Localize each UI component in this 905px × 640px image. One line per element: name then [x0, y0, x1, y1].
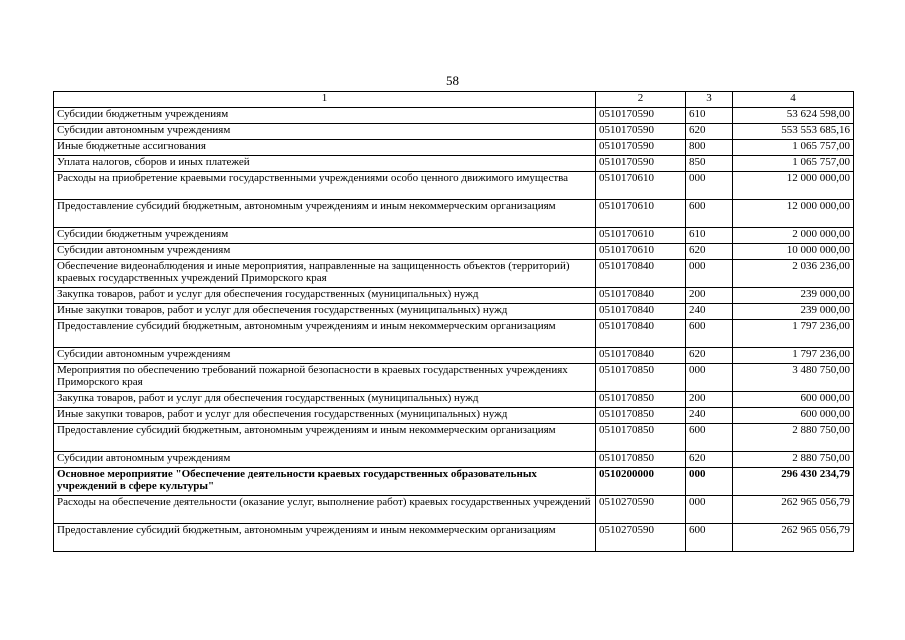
- row-code-cell: 0510170840: [596, 260, 686, 288]
- row-amount-cell: 600 000,00: [733, 392, 854, 408]
- row-type-cell: 200: [686, 392, 733, 408]
- row-type-cell: 620: [686, 452, 733, 468]
- row-code-cell: 0510170850: [596, 364, 686, 392]
- row-name-cell: Субсидии автономным учреждениям: [54, 124, 596, 140]
- table-row: [54, 200, 854, 228]
- table-row: [54, 260, 854, 288]
- table-row: [54, 140, 854, 156]
- table-row: [54, 156, 854, 172]
- header-cell-type: 3: [686, 92, 733, 108]
- row-code-cell: 0510170840: [596, 320, 686, 348]
- table-row: [54, 228, 854, 244]
- table-row: [54, 524, 854, 552]
- row-amount-cell: 2 880 750,00: [733, 424, 854, 452]
- row-type-cell: 600: [686, 424, 733, 452]
- row-name-cell: Закупка товаров, работ и услуг для обеспечения государственных (муниципальных) нужд: [54, 288, 596, 304]
- row-code-cell: 0510170590: [596, 140, 686, 156]
- row-name-cell: Предоставление субсидий бюджетным, автономным учреждениям и иным некоммерческим организациям: [54, 424, 596, 452]
- row-code-cell: 0510170590: [596, 124, 686, 140]
- table-row: [54, 496, 854, 524]
- table-header-row: [54, 92, 854, 108]
- row-amount-cell: 2 000 000,00: [733, 228, 854, 244]
- row-name-cell: Расходы на обеспечение деятельности (оказание услуг, выполнение работ) краевых государственных учреждений: [54, 496, 596, 524]
- row-name-cell: Расходы на приобретение краевыми государственными учреждениями особо ценного движимого имущества: [54, 172, 596, 200]
- row-name-cell: Иные бюджетные ассигнования: [54, 140, 596, 156]
- row-name-cell: Иные закупки товаров, работ и услуг для обеспечения государственных (муниципальных) нужд: [54, 408, 596, 424]
- row-amount-cell: 262 965 056,79: [733, 496, 854, 524]
- table-row: [54, 108, 854, 124]
- table-row: [54, 392, 854, 408]
- table-row: [54, 348, 854, 364]
- row-type-cell: 610: [686, 108, 733, 124]
- row-type-cell: 610: [686, 228, 733, 244]
- row-name-cell: Субсидии бюджетным учреждениям: [54, 108, 596, 124]
- row-code-cell: 0510170840: [596, 288, 686, 304]
- row-name-cell: Уплата налогов, сборов и иных платежей: [54, 156, 596, 172]
- row-type-cell: 620: [686, 348, 733, 364]
- row-type-cell: 200: [686, 288, 733, 304]
- row-code-cell: 0510170590: [596, 108, 686, 124]
- table-row: [54, 244, 854, 260]
- row-name-cell: Предоставление субсидий бюджетным, автономным учреждениям и иным некоммерческим организациям: [54, 320, 596, 348]
- row-amount-cell: 1 065 757,00: [733, 140, 854, 156]
- row-amount-cell: 262 965 056,79: [733, 524, 854, 552]
- page-number: 58: [446, 73, 459, 88]
- row-amount-cell: 239 000,00: [733, 288, 854, 304]
- row-code-cell: 0510170610: [596, 244, 686, 260]
- table-row: [54, 124, 854, 140]
- row-amount-cell: 53 624 598,00: [733, 108, 854, 124]
- budget-table-body: [54, 92, 854, 552]
- row-type-cell: 000: [686, 496, 733, 524]
- row-type-cell: 800: [686, 140, 733, 156]
- row-code-cell: 0510170610: [596, 228, 686, 244]
- row-amount-cell: 3 480 750,00: [733, 364, 854, 392]
- row-name-cell: Субсидии бюджетным учреждениям: [54, 228, 596, 244]
- row-code-cell: 0510170840: [596, 348, 686, 364]
- table-row: [54, 304, 854, 320]
- table-row: [54, 408, 854, 424]
- row-type-cell: 240: [686, 304, 733, 320]
- row-name-cell: Субсидии автономным учреждениям: [54, 348, 596, 364]
- row-amount-cell: 1 065 757,00: [733, 156, 854, 172]
- row-amount-cell: 1 797 236,00: [733, 320, 854, 348]
- row-amount-cell: 553 553 685,16: [733, 124, 854, 140]
- header-cell-code: 2: [596, 92, 686, 108]
- row-amount-cell: 10 000 000,00: [733, 244, 854, 260]
- row-amount-cell: 296 430 234,79: [733, 468, 854, 496]
- row-code-cell: 0510170850: [596, 424, 686, 452]
- row-type-cell: 000: [686, 172, 733, 200]
- table-row: [54, 172, 854, 200]
- header-cell-amount: 4: [733, 92, 854, 108]
- header-cell-name: 1: [54, 92, 596, 108]
- row-name-cell: Мероприятия по обеспечению требований пожарной безопасности в краевых государственных учреждениях Приморского края: [54, 364, 596, 392]
- row-amount-cell: 600 000,00: [733, 408, 854, 424]
- row-code-cell: 0510170610: [596, 200, 686, 228]
- budget-table: [53, 91, 854, 552]
- row-name-cell: Основное мероприятие "Обеспечение деятельности краевых государственных образовательных учреждений в сфере культуры": [54, 468, 596, 496]
- row-name-cell: Закупка товаров, работ и услуг для обеспечения государственных (муниципальных) нужд: [54, 392, 596, 408]
- row-amount-cell: 12 000 000,00: [733, 200, 854, 228]
- row-code-cell: 0510170590: [596, 156, 686, 172]
- table-row: [54, 468, 854, 496]
- row-type-cell: 620: [686, 124, 733, 140]
- row-code-cell: 0510170850: [596, 408, 686, 424]
- row-code-cell: 0510170610: [596, 172, 686, 200]
- row-type-cell: 000: [686, 468, 733, 496]
- row-amount-cell: 2 880 750,00: [733, 452, 854, 468]
- row-name-cell: Субсидии автономным учреждениям: [54, 244, 596, 260]
- row-type-cell: 600: [686, 200, 733, 228]
- row-name-cell: Предоставление субсидий бюджетным, автономным учреждениям и иным некоммерческим организациям: [54, 524, 596, 552]
- row-code-cell: 0510170850: [596, 452, 686, 468]
- row-type-cell: 000: [686, 260, 733, 288]
- row-type-cell: 620: [686, 244, 733, 260]
- row-code-cell: 0510270590: [596, 496, 686, 524]
- row-type-cell: 600: [686, 320, 733, 348]
- row-type-cell: 240: [686, 408, 733, 424]
- row-amount-cell: 239 000,00: [733, 304, 854, 320]
- row-type-cell: 850: [686, 156, 733, 172]
- table-row: [54, 320, 854, 348]
- row-code-cell: 0510170840: [596, 304, 686, 320]
- row-name-cell: Иные закупки товаров, работ и услуг для обеспечения государственных (муниципальных) нужд: [54, 304, 596, 320]
- table-row: [54, 288, 854, 304]
- row-amount-cell: 2 036 236,00: [733, 260, 854, 288]
- row-name-cell: Предоставление субсидий бюджетным, автономным учреждениям и иным некоммерческим организациям: [54, 200, 596, 228]
- row-code-cell: 0510170850: [596, 392, 686, 408]
- row-name-cell: Субсидии автономным учреждениям: [54, 452, 596, 468]
- row-code-cell: 0510200000: [596, 468, 686, 496]
- table-row: [54, 424, 854, 452]
- row-type-cell: 000: [686, 364, 733, 392]
- row-amount-cell: 12 000 000,00: [733, 172, 854, 200]
- row-name-cell: Обеспечение видеонаблюдения и иные мероприятия, направленные на защищенность объектов (территорий) краевых государственных учреждений Приморского края: [54, 260, 596, 288]
- row-code-cell: 0510270590: [596, 524, 686, 552]
- table-row: [54, 364, 854, 392]
- row-type-cell: 600: [686, 524, 733, 552]
- table-row: [54, 452, 854, 468]
- row-amount-cell: 1 797 236,00: [733, 348, 854, 364]
